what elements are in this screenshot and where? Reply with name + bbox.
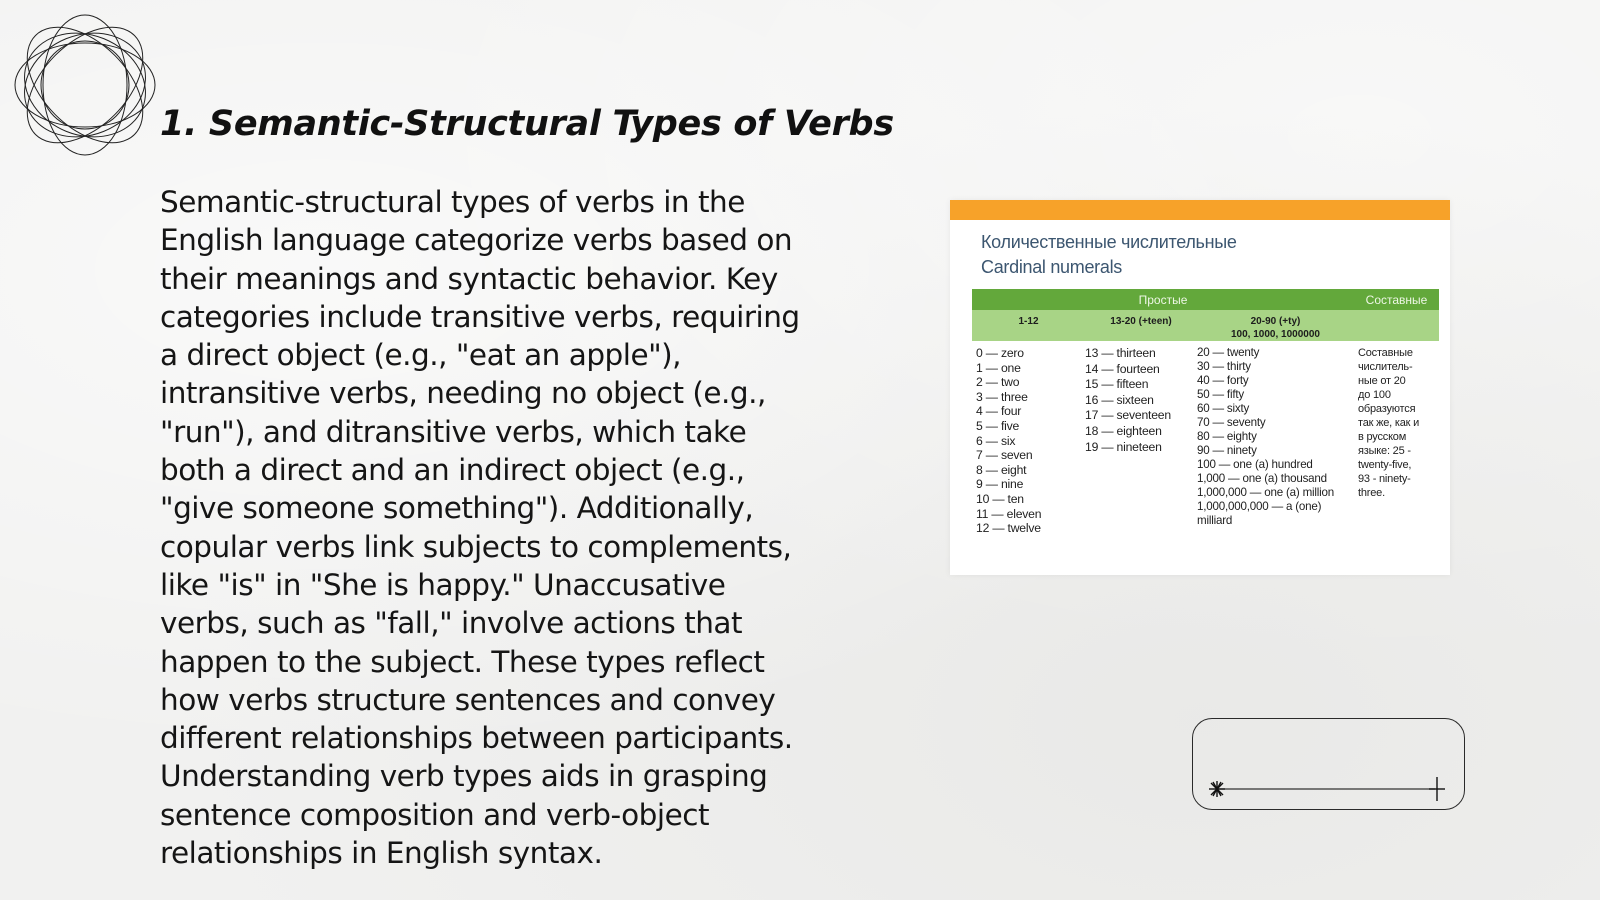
- compound-note-line: так же, как и: [1358, 417, 1420, 429]
- numeral-item: 7 — seven: [976, 448, 1033, 463]
- numeral-item: 12 — twelve: [976, 521, 1041, 536]
- numeral-item: 60 — sixty: [1197, 402, 1250, 415]
- numeral-item: 10 — ten: [976, 491, 1024, 506]
- header-col1: 1-12: [972, 310, 1085, 341]
- header-col4: [1354, 310, 1439, 341]
- numeral-item: 5 — five: [976, 418, 1020, 433]
- numeral-item: 70 — seventy: [1197, 416, 1266, 429]
- numeral-item: 2 — two: [976, 375, 1020, 390]
- body-line: both a direct and an indirect object (e.g.,: [160, 453, 745, 488]
- compound-note-line: в русском: [1358, 431, 1407, 443]
- header-col3: [1197, 310, 1354, 341]
- header-col3-line2: 100, 1000, 1000000: [1231, 329, 1320, 340]
- col2-cell: [1085, 341, 1197, 536]
- col1-cell: [972, 341, 1085, 536]
- card-accent-bar: [950, 200, 1450, 220]
- body-line: how verbs structure sentences and convey: [160, 682, 776, 717]
- numeral-item: 11 — eleven: [976, 506, 1042, 521]
- body-paragraph: [160, 183, 850, 872]
- numerals-table: [972, 289, 1439, 536]
- header-col3-line1: 20-90 (+ty): [1250, 316, 1301, 327]
- body-line: Semantic-structural types of verbs in the: [160, 185, 745, 219]
- numeral-item: 14 — fourteen: [1085, 361, 1160, 376]
- numeral-item: 1,000,000,000 — a (one) milliard: [1197, 500, 1322, 527]
- body-line: sentence composition and verb-object: [160, 797, 710, 832]
- col3-cell: [1197, 341, 1354, 536]
- numeral-item: 19 — nineteen: [1085, 439, 1162, 454]
- body-line: their meanings and syntactic behavior. Key: [160, 261, 778, 296]
- compound-note-line: Составные: [1358, 347, 1413, 359]
- numeral-item: 15 — fifteen: [1085, 377, 1149, 392]
- compound-note-line: до 100: [1358, 389, 1391, 401]
- header-simple: Простые: [972, 289, 1354, 310]
- compound-note-line: языке: 25 -: [1358, 445, 1411, 457]
- compound-note-line: числитель-: [1358, 361, 1413, 373]
- numeral-item: 13 — thirteen: [1085, 346, 1156, 360]
- numeral-item: 4 — four: [976, 404, 1022, 419]
- numeral-item: 0 — zero: [976, 346, 1024, 360]
- body-line: categories include transitive verbs, requiring: [160, 299, 800, 334]
- numeral-item: 20 — twenty: [1197, 346, 1260, 359]
- card-title-en: Cardinal numerals: [981, 257, 1122, 277]
- numeral-item: 50 — fifty: [1197, 388, 1244, 401]
- numeral-item: 30 — thirty: [1197, 360, 1251, 373]
- numeral-item: 9 — nine: [976, 477, 1024, 492]
- numeral-item: 1,000,000 — one (a) million: [1197, 486, 1335, 499]
- overlapping-circles-icon: [10, 10, 160, 160]
- body-line: "run"), and ditransitive verbs, which take: [160, 414, 747, 449]
- body-line: like "is" in "She is happy." Unaccusative: [160, 567, 726, 602]
- numeral-item: 80 — eighty: [1197, 430, 1257, 443]
- numeral-item: 6 — six: [976, 433, 1016, 448]
- col4-cell: [1354, 341, 1439, 536]
- body-line: relationships in English syntax.: [160, 836, 603, 871]
- card-title: [950, 220, 1450, 280]
- numeral-item: 17 — seventeen: [1085, 408, 1171, 423]
- compound-note-line: ные от 20: [1358, 375, 1406, 387]
- compound-note-line: twenty-five,: [1358, 459, 1412, 471]
- numeral-item: 1 — one: [976, 360, 1021, 375]
- body-line: a direct object (e.g., "eat an apple"),: [160, 338, 682, 373]
- cardinal-numerals-image: [950, 200, 1450, 575]
- numeral-item: 100 — one (a) hundred: [1197, 458, 1313, 471]
- compound-note-line: 93 - ninety-: [1358, 473, 1411, 485]
- numeral-item: 3 — three: [976, 389, 1028, 404]
- body-line: "give someone something"). Additionally,: [160, 491, 754, 526]
- sparkle-line-icon: [1193, 719, 1466, 811]
- body-line: different relationships between participants.: [160, 721, 793, 756]
- header-compound: Составные: [1354, 289, 1439, 310]
- body-line: happen to the subject. These types reflect: [160, 644, 765, 679]
- compound-note-line: three.: [1358, 487, 1385, 499]
- numeral-item: 16 — sixteen: [1085, 392, 1154, 407]
- slide-title: 1. Semantic-Structural Types of Verbs: [160, 104, 894, 144]
- header-col2: 13-20 (+teen): [1085, 310, 1197, 341]
- body-line: verbs, such as "fall," involve actions that: [160, 606, 743, 641]
- card-title-ru: Количественные числительные: [981, 232, 1237, 252]
- numeral-item: 90 — ninety: [1197, 444, 1257, 457]
- numeral-item: 8 — eight: [976, 462, 1027, 477]
- numeral-item: 18 — eighteen: [1085, 423, 1162, 438]
- decorative-rounded-box: [1192, 718, 1465, 810]
- body-line: English language categorize verbs based on: [160, 223, 793, 258]
- compound-note-line: образуются: [1358, 403, 1416, 415]
- body-line: Understanding verb types aids in grasping: [160, 759, 768, 794]
- numeral-item: 1,000 — one (a) thousand: [1197, 472, 1327, 485]
- body-line: copular verbs link subjects to complements,: [160, 529, 792, 564]
- body-line: intransitive verbs, needing no object (e.g.,: [160, 376, 766, 411]
- numeral-item: 40 — forty: [1197, 374, 1249, 387]
